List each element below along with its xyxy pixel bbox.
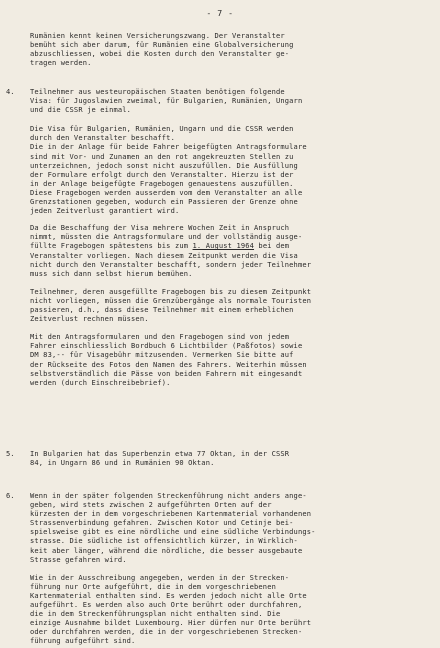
text-line: durch den Veranstalter beschafft.	[30, 133, 175, 143]
item-4-paragraph	[30, 332, 428, 387]
text-line: Wie in der Ausschreibung angegeben, werden in der Strecken-	[30, 572, 290, 582]
text-line: der Formulare erfolgt durch den Veranstalter. Hierzu ist der	[30, 169, 294, 179]
text-line: In Bulgarien hat das Superbenzin etwa 77 Oktan, in der CSSR	[30, 449, 290, 458]
text-line: Die Visa für Bulgarien, Rumänien, Ungarn und die CSSR werden	[30, 124, 294, 134]
text-line: muss sich dann selbst hierum bemühen.	[30, 268, 193, 278]
text-line: füllte Fragebogen spätestens bis zum 1. August 1964 bei dem	[30, 241, 290, 251]
text-line: Strassenverbindung gefahren. Zwischen Kotor und Cetinje bei-	[30, 518, 294, 528]
text-line: spielsweise gibt es eine nördliche und eine südliche Verbindungs-	[30, 527, 316, 537]
text-line: jeden Zeitverlust garantiert wird.	[30, 206, 180, 216]
text-line: Rumänien kennt keinen Versicherungszwang. Der Veranstalter	[30, 31, 285, 40]
page-number: - 7 -	[206, 8, 234, 18]
text-line: einzige Ausnahme bildet Luxembourg. Hier dürfen nur Orte berührt	[30, 618, 312, 628]
item-number: 4.	[6, 87, 15, 96]
text-line: kürzesten der in dem vorgeschriebenen Kartenmaterial vorhandenen	[30, 509, 312, 519]
item-4-paragraph	[30, 223, 428, 278]
text-line: Wenn in der später folgenden Streckenführung nicht anders ange-	[30, 491, 307, 500]
item-4-paragraph	[30, 87, 428, 114]
text-line: unterzeichnen, jedoch sonst nicht auszufüllen. Die Ausfüllung	[30, 160, 298, 170]
text-line: strasse. Die südliche ist offensichtlich kürzer, in Wirklich-	[30, 536, 298, 546]
text-line: nicht durch den Veranstalter beschafft, sondern jeder Teilnehmer	[30, 259, 312, 269]
text-line: aufgeführt. Es werden also auch Orte berührt oder durchfahren,	[30, 600, 303, 610]
text-line: Veranstalter vorliegen. Nach diesem Zeitpunkt werden die Visa	[30, 250, 298, 260]
text-line: Kartenmaterial enthalten sind. Es werden jedoch nicht alle Orte	[30, 590, 307, 600]
text-line: Diese Fragebogen werden ausserdem vom dem Veranstalter an alle	[30, 187, 303, 197]
text-line: Teilnehmer, deren ausgefüllte Fragebogen bis zu diesem Zeitpunkt	[30, 286, 312, 296]
text-line: der Rückseite des Fotos den Namen des Fahrers. Weiterhin müssen	[30, 359, 307, 369]
text-line: Fahrer einschliesslich Bordbuch 6 Lichtbilder (Paßfotos) sowie	[30, 341, 303, 351]
text-line: bemüht sich aber darum, für Rumänien eine Globalversicherung	[30, 40, 294, 50]
text-line: in der Anlage beigefügte Fragebogen genauestens auszufüllen.	[30, 178, 294, 188]
text-line: führung aufgeführt sind.	[30, 636, 136, 646]
text-line: tragen werden.	[30, 58, 92, 68]
text-line: sind mit Vor- und Zunamen an den rot angekreuzten Stellen zu	[30, 151, 294, 161]
text-line: Mit den Antragsformularen und den Fragebogen sind von jedem	[30, 332, 290, 342]
text-line: Visa: für Jugoslawien zweimal, für Bulgarien, Rumänien, Ungarn	[30, 96, 303, 106]
text-line: Zeitverlust rechnen müssen.	[30, 314, 149, 324]
item-number: 5.	[6, 449, 15, 458]
item-4-paragraph	[30, 287, 428, 323]
text-line: die in dem Streckenführungsplan nicht enthalten sind. Die	[30, 609, 281, 619]
text-line: geben, wird stets zwischen 2 aufgeführten Orten auf der	[30, 500, 272, 510]
text-line: nicht vorliegen, müssen die Grenzübergänge als normale Touristen	[30, 295, 312, 305]
text-line: oder durchfahren werden, die in der vorgeschriebenen Strecken-	[30, 627, 303, 637]
text-line: führung nur Orte aufgeführt, die in dem vorgeschriebenen	[30, 581, 276, 591]
text-line: keit aber länger, während die nördliche, die besser ausgebaute	[30, 545, 303, 555]
item-5-paragraph	[30, 449, 428, 467]
item-6-paragraph	[30, 491, 428, 564]
text-line: 84, in Ungarn 86 und in Rumänien 90 Oktan.	[30, 458, 215, 468]
intro-paragraph	[30, 31, 428, 67]
text-line: und die CSSR je einmal.	[30, 105, 132, 115]
text-line: Die in der Anlage für beide Fahrer beigefügten Antragsformulare	[30, 142, 307, 152]
text-line: Teilnehmer aus westeuropäischen Staaten benötigen folgende	[30, 87, 285, 96]
item-6-paragraph	[30, 573, 428, 646]
item-number: 6.	[6, 491, 15, 500]
deadline-date: 1. August 1964	[192, 241, 255, 251]
text-line: Strasse gefahren wird.	[30, 554, 127, 564]
text-line: Grenzstationen gegeben, wodurch ein Passieren der Grenze ohne	[30, 197, 298, 207]
text-line: abzuschliessen, wobei die Kosten durch den Veranstalter ge-	[30, 49, 290, 59]
text-line: DM 83,-- für Visagebühr mitzusenden. Vermerken Sie bitte auf	[30, 350, 294, 360]
item-4-paragraph	[30, 124, 428, 215]
text-line: nimmt, müssten die Antragsformulare und der vollständig ausge-	[30, 232, 303, 242]
text-line: Da die Beschaffung der Visa mehrere Wochen Zeit in Anspruch	[30, 223, 290, 233]
text-line: selbstverständlich die Pässe von beiden Fahrern mit eingesandt	[30, 368, 303, 378]
text-line: passieren, d.h., dass diese Teilnehmer mit einem erheblichen	[30, 305, 294, 315]
text-line: werden (durch Einschreibebrief).	[30, 377, 171, 387]
